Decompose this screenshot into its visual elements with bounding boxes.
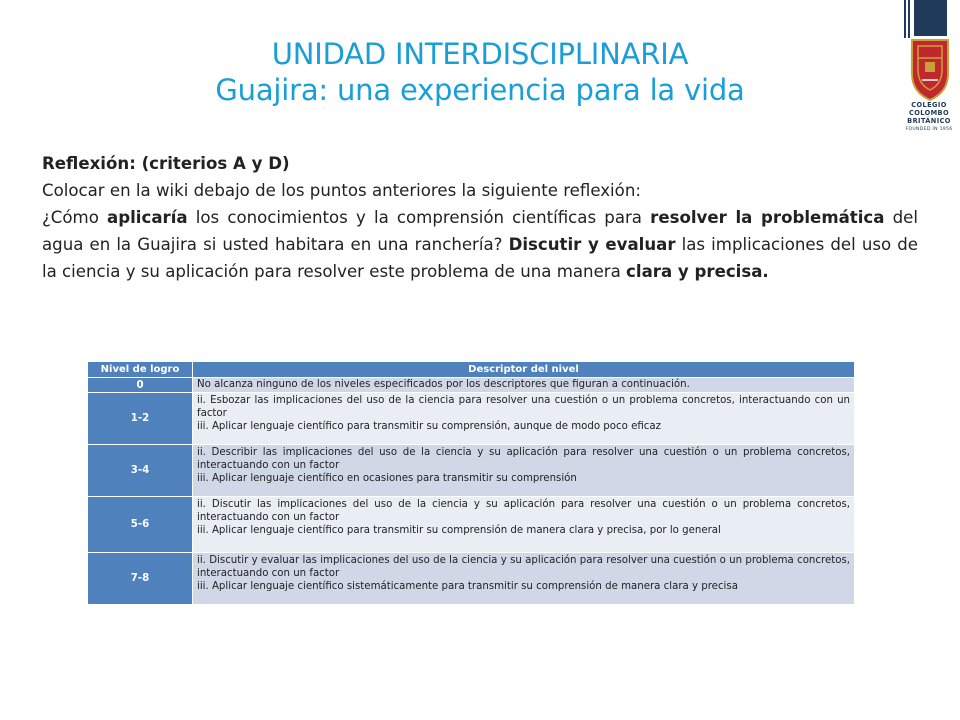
title-line-1: UNIDAD INTERDISCIPLINARIA <box>271 37 689 71</box>
descriptor-line: ii. Describir las implicaciones del uso de la ciencia y su aplicación para resolver una cuestión o un problema concretos, interactuando con un factor <box>197 447 850 471</box>
rubric-row <box>88 497 855 553</box>
question-emphasis: aplicaría <box>107 208 188 227</box>
descriptor-line: iii. Aplicar lenguaje científico para transmitir su comprensión de manera clara y precisa, por lo general <box>197 525 721 536</box>
level-cell: 7-8 <box>88 553 193 605</box>
level-cell: 5-6 <box>88 497 193 553</box>
rubric-table <box>87 361 855 605</box>
reflection-instruction: Colocar en la wiki debajo de los puntos anteriores la siguiente reflexión: <box>42 181 641 200</box>
rubric-header-row <box>88 362 855 378</box>
question-text: los conocimientos y la comprensión científicas para <box>187 208 651 227</box>
logo-founded: FOUNDED IN 1956 <box>905 127 953 132</box>
descriptor-cell <box>193 445 855 497</box>
slide-title <box>0 36 960 108</box>
descriptor-line: iii. Aplicar lenguaje científico sistemáticamente para transmitir su comprensión de manera clara y precisa <box>197 581 738 592</box>
descriptor-cell <box>193 497 855 553</box>
rubric-row <box>88 378 855 393</box>
descriptor-line: No alcanza ninguno de los niveles especificados por los descriptores que figuran a continuación. <box>197 379 690 390</box>
logo-text-colegio: COLEGIO <box>911 101 947 109</box>
question-text: ¿Cómo <box>42 208 108 227</box>
reflection-question <box>42 204 918 285</box>
title-line-2: Guajira: una experiencia para la vida <box>215 73 745 107</box>
descriptor-line: ii. Esbozar las implicaciones del uso de la ciencia para resolver una cuestión o un problema concretos, interactuando con un factor <box>197 395 850 419</box>
level-cell: 0 <box>88 378 193 393</box>
question-emphasis: clara y precisa. <box>626 262 769 281</box>
descriptor-cell <box>193 378 855 393</box>
question-text: las implicaciones del uso de la ciencia y su aplicación para resolver este problema de una manera <box>42 235 918 281</box>
descriptor-line: ii. Discutir las implicaciones del uso de la ciencia y su aplicación para resolver una cuestión o un problema concretos, interactuando con un factor <box>197 499 850 523</box>
descriptor-cell <box>193 393 855 445</box>
descriptor-line: ii. Discutir y evaluar las implicaciones del uso de la ciencia y su aplicación para resolver una cuestión o un problema concretos, interactuando con un factor <box>197 555 850 579</box>
header-level: Nivel de logro <box>88 362 193 378</box>
rubric-row <box>88 445 855 497</box>
descriptor-cell <box>193 553 855 605</box>
rubric-row <box>88 393 855 445</box>
level-cell: 3-4 <box>88 445 193 497</box>
school-logo <box>898 0 960 175</box>
question-emphasis: resolver la problemática <box>650 208 885 227</box>
rubric-row <box>88 553 855 605</box>
reflection-block <box>42 150 918 285</box>
question-emphasis: Discutir y evaluar <box>508 235 676 254</box>
level-cell: 1-2 <box>88 393 193 445</box>
question-text: del agua en la Guajira si usted habitara en una ranchería? <box>42 208 918 254</box>
logo-text-britanico: BRITÁNICO <box>907 117 951 125</box>
header-descriptor: Descriptor del nivel <box>193 362 855 378</box>
descriptor-line: iii. Aplicar lenguaje científico para transmitir su comprensión, aunque de modo poco eficaz <box>197 421 661 432</box>
logo-text-colombo: COLOMBO <box>908 109 949 117</box>
descriptor-line: iii. Aplicar lenguaje científico en ocasiones para transmitir su comprensión <box>197 473 577 484</box>
reflection-heading: Reflexión: (criterios A y D) <box>42 154 290 173</box>
